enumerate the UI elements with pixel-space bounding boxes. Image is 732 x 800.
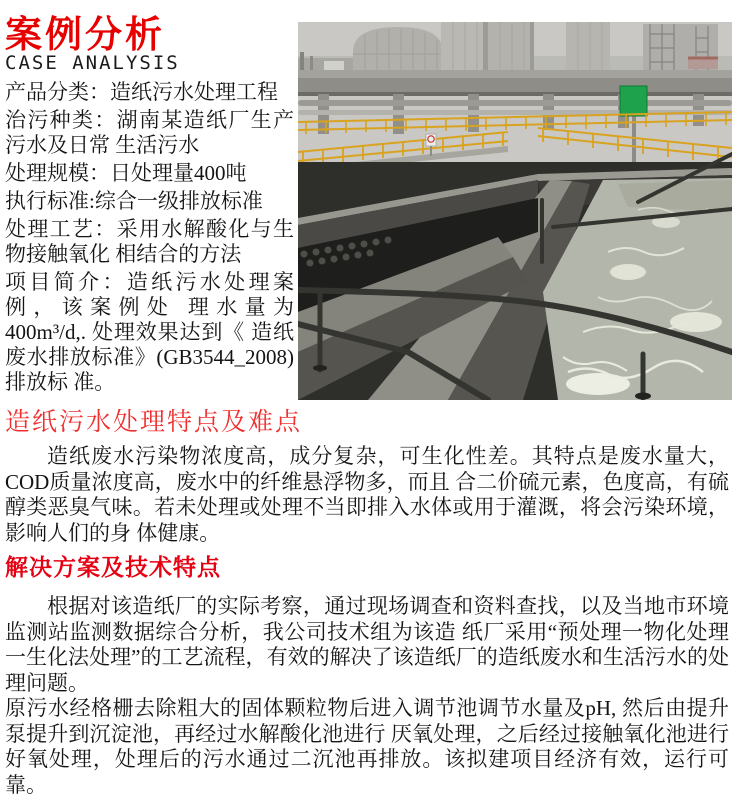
solution-paragraph-1: 根据对该造纸厂的实际考察，通过现场调查和资料查找，以及当地市环境监测站监测数据综合分析，我公司技术组为该造 纸厂采用“预处理一物化处理一生化法处理”的工艺流程，有效的解决了该造纸厂的造纸废水和生活污水的处理问题。	[5, 594, 729, 695]
solution-paragraph-2: 原污水经格栅去除粗大的固体颗粒物后进入调节池调节水量及pH, 然后由提升泵提升到沉淀池，再经过水解酸化池进行 厌氧处理，之后经过接触氧化池进行好氧处理，处理后的污水通过二沉池再排放。该拟建项目经济有效，运行可靠。	[5, 696, 729, 797]
info-line-standard: 执行标准:综合一级排放标准	[5, 189, 263, 213]
info-panel	[5, 80, 294, 398]
plant-photo	[298, 22, 732, 400]
section-heading-solution: 解决方案及技术特点	[5, 554, 221, 580]
solution-paragraphs	[5, 594, 729, 798]
section-heading-features: 造纸污水处理特点及难点	[5, 409, 303, 436]
page-subtitle: CASE ANALYSIS	[5, 52, 180, 74]
features-paragraph: 造纸废水污染物浓度高，成分复杂，可生化性差。其特点是废水量大，COD质量浓度高，废水中的纤维悬浮物多，而且 合二价硫元素，色度高，有硫醇类恶臭气味。若未处理或处理不当即排入水体或用于灌溉，将会污染环境，影响人们的身 体健康。	[5, 444, 729, 545]
info-line-pollution-type: 治污种类：湖南某造纸厂生产污水及日常 生活污水	[5, 108, 294, 157]
page-title: 案例分析	[5, 15, 165, 56]
info-line-process: 处理工艺：采用水解酸化与生物接触氧化 相结合的方法	[5, 217, 294, 266]
lattice-towers	[643, 24, 718, 72]
info-line-scale: 处理规模：日处理量400吨	[5, 161, 247, 185]
warning-sign	[426, 134, 436, 156]
yellow-guardrail	[298, 111, 732, 166]
info-line-product-category: 产品分类：造纸污水处理工程	[5, 80, 278, 104]
info-line-project-brief: 项目简介：造纸污水处理案例，该案例处 理水量为400m³/d,. 处理效果达到《 造纸 废水排放标准》(GB3544_2008)排放标 准。	[5, 270, 294, 394]
